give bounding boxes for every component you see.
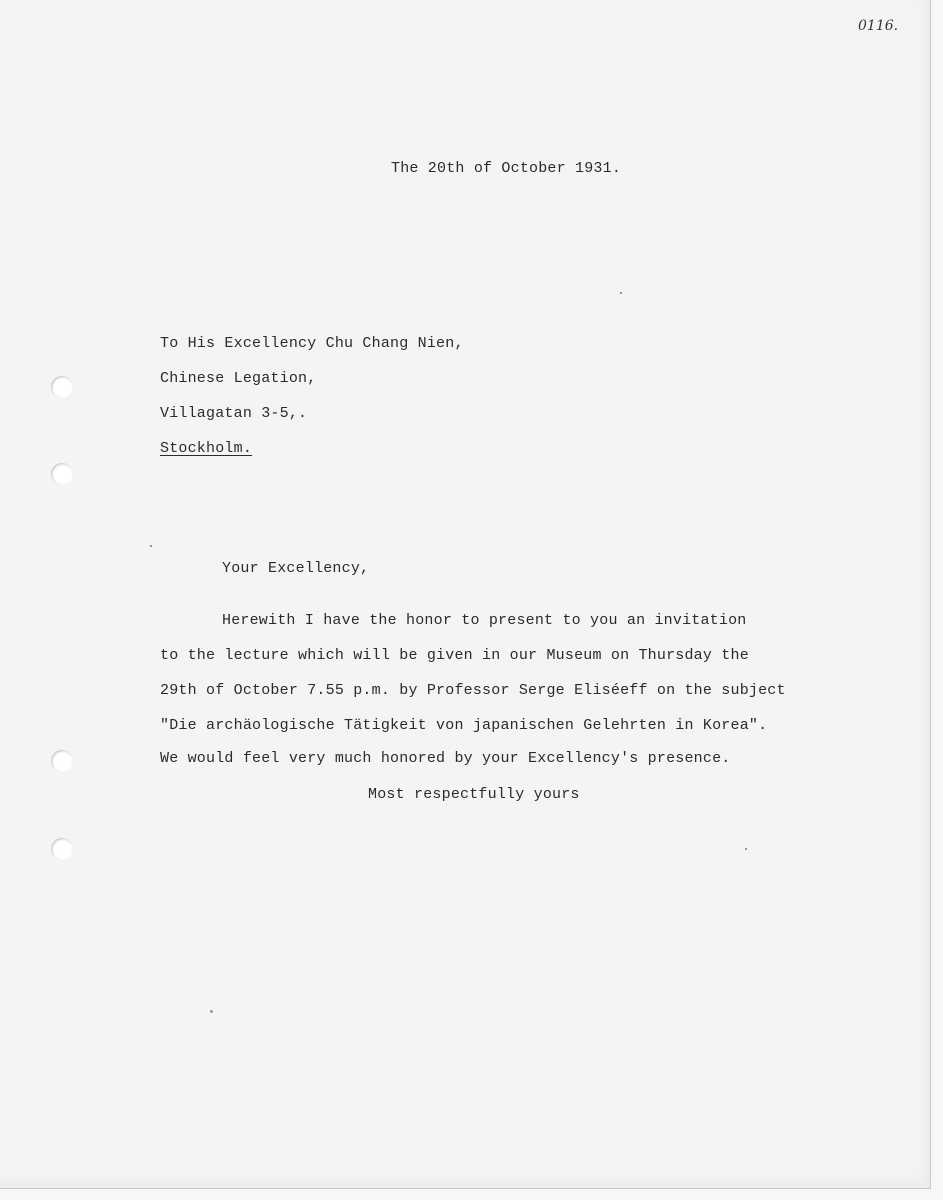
punch-hole bbox=[51, 838, 73, 860]
punch-hole bbox=[51, 376, 73, 398]
punch-hole bbox=[51, 463, 73, 485]
body-line: to the lecture which will be given in our Museum on Thursday the bbox=[160, 647, 749, 664]
body-line: "Die archäologische Tätigkeit von japanischen Gelehrten in Korea". bbox=[160, 717, 768, 734]
addressee-line: To His Excellency Chu Chang Nien, bbox=[160, 335, 464, 352]
paper-speck bbox=[150, 545, 152, 547]
closing: Most respectfully yours bbox=[368, 786, 580, 803]
salutation: Your Excellency, bbox=[222, 560, 370, 577]
body-line: We would feel very much honored by your Excellency's presence. bbox=[160, 750, 731, 767]
punch-hole bbox=[51, 750, 73, 772]
body-line: Herewith I have the honor to present to you an invitation bbox=[222, 612, 747, 629]
paper-speck bbox=[745, 848, 747, 850]
addressee-line: Chinese Legation, bbox=[160, 370, 317, 387]
date-line: The 20th of October 1931. bbox=[391, 160, 622, 177]
body-line: 29th of October 7.55 p.m. by Professor Serge Eliséeff on the subject bbox=[160, 682, 786, 699]
paper-speck bbox=[210, 1010, 213, 1013]
addressee-line: Villagatan 3-5,. bbox=[160, 405, 308, 422]
paper-speck bbox=[620, 292, 622, 294]
page-number: 0116. bbox=[858, 18, 899, 34]
addressee-city: Stockholm. bbox=[160, 440, 253, 457]
